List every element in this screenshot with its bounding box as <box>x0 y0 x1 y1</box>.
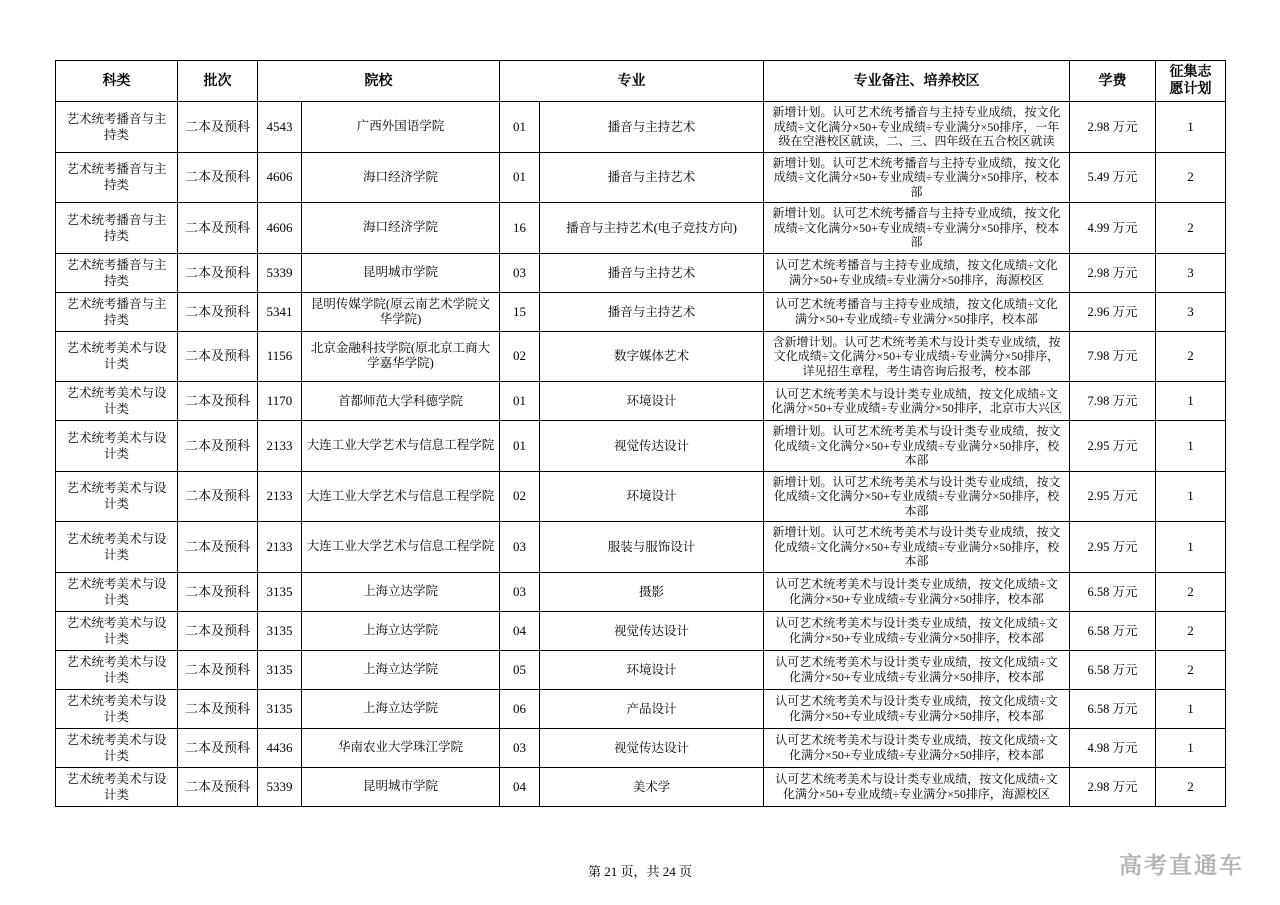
cell-college-code: 3135 <box>258 572 302 611</box>
cell-batch: 二本及预科 <box>178 471 258 522</box>
cell-college-name: 上海立达学院 <box>302 572 500 611</box>
cell-notes: 新增计划。认可艺术统考播音与主持专业成绩，按文化成绩÷文化满分×50+专业成绩÷专业满分×50排序，校本部 <box>764 203 1070 254</box>
cell-plan: 1 <box>1156 471 1226 522</box>
cell-plan: 1 <box>1156 728 1226 767</box>
cell-batch: 二本及预科 <box>178 522 258 573</box>
cell-category: 艺术统考美术与设计类 <box>56 471 178 522</box>
cell-major-code: 03 <box>500 522 540 573</box>
cell-plan: 2 <box>1156 572 1226 611</box>
cell-college-code: 4606 <box>258 203 302 254</box>
cell-college-code: 2133 <box>258 522 302 573</box>
cell-major-code: 02 <box>500 331 540 382</box>
cell-college-name: 昆明城市学院 <box>302 253 500 292</box>
cell-batch: 二本及预科 <box>178 572 258 611</box>
cell-batch: 二本及预科 <box>178 767 258 806</box>
header-tuition: 学费 <box>1070 61 1156 102</box>
table-row <box>56 331 1226 382</box>
cell-major-code: 01 <box>500 152 540 203</box>
cell-college-code: 3135 <box>258 611 302 650</box>
header-plan <box>1156 61 1226 102</box>
cell-tuition: 6.58 万元 <box>1070 689 1156 728</box>
cell-plan: 1 <box>1156 522 1226 573</box>
cell-major-code: 03 <box>500 572 540 611</box>
cell-notes: 新增计划。认可艺术统考播音与主持专业成绩，按文化成绩÷文化满分×50+专业成绩÷专业满分×50排序，校本部 <box>764 152 1070 203</box>
cell-category: 艺术统考美术与设计类 <box>56 611 178 650</box>
cell-notes: 认可艺术统考美术与设计类专业成绩，按文化成绩÷文化满分×50+专业成绩÷专业满分×50排序，海源校区 <box>764 767 1070 806</box>
cell-major-code: 01 <box>500 102 540 153</box>
cell-plan: 2 <box>1156 611 1226 650</box>
cell-plan: 3 <box>1156 253 1226 292</box>
cell-plan: 2 <box>1156 650 1226 689</box>
cell-category: 艺术统考美术与设计类 <box>56 421 178 472</box>
watermark-logo: 高考直通车 <box>1119 852 1244 878</box>
cell-category: 艺术统考美术与设计类 <box>56 689 178 728</box>
cell-batch: 二本及预科 <box>178 689 258 728</box>
cell-college-name: 海口经济学院 <box>302 152 500 203</box>
cell-tuition: 5.49 万元 <box>1070 152 1156 203</box>
cell-category: 艺术统考美术与设计类 <box>56 331 178 382</box>
admissions-table <box>55 60 1226 807</box>
cell-major-name: 播音与主持艺术 <box>540 152 764 203</box>
cell-tuition: 4.98 万元 <box>1070 728 1156 767</box>
cell-major-code: 02 <box>500 471 540 522</box>
cell-plan: 2 <box>1156 331 1226 382</box>
cell-college-name: 首都师范大学科德学院 <box>302 382 500 421</box>
table-row <box>56 102 1226 153</box>
cell-major-code: 03 <box>500 728 540 767</box>
cell-major-code: 15 <box>500 292 540 331</box>
table-row <box>56 152 1226 203</box>
header-batch: 批次 <box>178 61 258 102</box>
cell-college-name: 广西外国语学院 <box>302 102 500 153</box>
cell-notes: 认可艺术统考播音与主持专业成绩，按文化成绩÷文化满分×50+专业成绩÷专业满分×50排序，校本部 <box>764 292 1070 331</box>
cell-notes: 认可艺术统考美术与设计类专业成绩，按文化成绩÷文化满分×50+专业成绩÷专业满分×50排序，校本部 <box>764 650 1070 689</box>
cell-tuition: 2.98 万元 <box>1070 102 1156 153</box>
table-row <box>56 203 1226 254</box>
cell-major-name: 视觉传达设计 <box>540 421 764 472</box>
cell-major-name: 环境设计 <box>540 650 764 689</box>
cell-major-code: 05 <box>500 650 540 689</box>
cell-tuition: 2.95 万元 <box>1070 421 1156 472</box>
cell-category: 艺术统考播音与主持类 <box>56 203 178 254</box>
cell-college-code: 4543 <box>258 102 302 153</box>
cell-major-code: 04 <box>500 767 540 806</box>
cell-college-name: 大连工业大学艺术与信息工程学院 <box>302 471 500 522</box>
cell-category: 艺术统考播音与主持类 <box>56 152 178 203</box>
table-row <box>56 292 1226 331</box>
table-row <box>56 572 1226 611</box>
cell-category: 艺术统考播音与主持类 <box>56 292 178 331</box>
header-category: 科类 <box>56 61 178 102</box>
cell-college-code: 4436 <box>258 728 302 767</box>
table-row <box>56 767 1226 806</box>
cell-college-code: 1170 <box>258 382 302 421</box>
cell-notes: 新增计划。认可艺术统考美术与设计类专业成绩，按文化成绩÷文化满分×50+专业成绩÷专业满分×50排序，校本部 <box>764 421 1070 472</box>
cell-major-code: 16 <box>500 203 540 254</box>
cell-major-name: 视觉传达设计 <box>540 728 764 767</box>
cell-major-name: 播音与主持艺术 <box>540 253 764 292</box>
cell-batch: 二本及预科 <box>178 382 258 421</box>
cell-major-code: 03 <box>500 253 540 292</box>
cell-tuition: 7.98 万元 <box>1070 331 1156 382</box>
cell-college-code: 3135 <box>258 689 302 728</box>
cell-major-name: 数字媒体艺术 <box>540 331 764 382</box>
page-number: 第 21 页，共 24 页 <box>587 864 692 879</box>
cell-batch: 二本及预科 <box>178 331 258 382</box>
cell-major-name: 环境设计 <box>540 471 764 522</box>
cell-notes: 新增计划。认可艺术统考播音与主持专业成绩，按文化成绩÷文化满分×50+专业成绩÷专业满分×50排序，一年级在空港校区就读，二、三、四年级在五合校区就读 <box>764 102 1070 153</box>
table-row <box>56 253 1226 292</box>
cell-notes: 新增计划。认可艺术统考美术与设计类专业成绩，按文化成绩÷文化满分×50+专业成绩÷专业满分×50排序，校本部 <box>764 471 1070 522</box>
cell-college-name: 昆明城市学院 <box>302 767 500 806</box>
cell-major-code: 01 <box>500 382 540 421</box>
cell-tuition: 6.58 万元 <box>1070 572 1156 611</box>
table-row <box>56 650 1226 689</box>
cell-notes: 认可艺术统考美术与设计类专业成绩，按文化成绩÷文化满分×50+专业成绩÷专业满分×50排序，北京市大兴区 <box>764 382 1070 421</box>
cell-college-name: 大连工业大学艺术与信息工程学院 <box>302 421 500 472</box>
cell-major-code: 06 <box>500 689 540 728</box>
cell-notes: 认可艺术统考播音与主持专业成绩，按文化成绩÷文化满分×50+专业成绩÷专业满分×50排序，海源校区 <box>764 253 1070 292</box>
table-row <box>56 728 1226 767</box>
cell-category: 艺术统考播音与主持类 <box>56 102 178 153</box>
cell-notes: 认可艺术统考美术与设计类专业成绩，按文化成绩÷文化满分×50+专业成绩÷专业满分×50排序，校本部 <box>764 572 1070 611</box>
table-row <box>56 522 1226 573</box>
cell-major-name: 服装与服饰设计 <box>540 522 764 573</box>
cell-batch: 二本及预科 <box>178 152 258 203</box>
cell-tuition: 6.58 万元 <box>1070 650 1156 689</box>
cell-major-name: 播音与主持艺术 <box>540 102 764 153</box>
cell-college-code: 5339 <box>258 767 302 806</box>
cell-category: 艺术统考美术与设计类 <box>56 382 178 421</box>
cell-batch: 二本及预科 <box>178 650 258 689</box>
cell-category: 艺术统考美术与设计类 <box>56 650 178 689</box>
cell-tuition: 4.99 万元 <box>1070 203 1156 254</box>
table-row <box>56 611 1226 650</box>
cell-college-code: 5341 <box>258 292 302 331</box>
cell-category: 艺术统考美术与设计类 <box>56 522 178 573</box>
cell-notes: 新增计划。认可艺术统考美术与设计类专业成绩，按文化成绩÷文化满分×50+专业成绩÷专业满分×50排序，校本部 <box>764 522 1070 573</box>
cell-college-code: 2133 <box>258 471 302 522</box>
cell-tuition: 6.58 万元 <box>1070 611 1156 650</box>
cell-batch: 二本及预科 <box>178 421 258 472</box>
cell-major-name: 环境设计 <box>540 382 764 421</box>
cell-major-name: 视觉传达设计 <box>540 611 764 650</box>
cell-plan: 2 <box>1156 203 1226 254</box>
cell-major-code: 04 <box>500 611 540 650</box>
cell-college-name: 北京金融科技学院(原北京工商大学嘉华学院) <box>302 331 500 382</box>
cell-college-code: 2133 <box>258 421 302 472</box>
table-header-row <box>56 61 1226 102</box>
header-notes: 专业备注、培养校区 <box>764 61 1070 102</box>
cell-college-name: 上海立达学院 <box>302 689 500 728</box>
cell-college-name: 华南农业大学珠江学院 <box>302 728 500 767</box>
cell-batch: 二本及预科 <box>178 203 258 254</box>
cell-college-name: 上海立达学院 <box>302 650 500 689</box>
header-major: 专业 <box>500 61 764 102</box>
cell-category: 艺术统考美术与设计类 <box>56 767 178 806</box>
cell-tuition: 2.96 万元 <box>1070 292 1156 331</box>
cell-major-name: 产品设计 <box>540 689 764 728</box>
cell-plan: 2 <box>1156 767 1226 806</box>
cell-notes: 认可艺术统考美术与设计类专业成绩，按文化成绩÷文化满分×50+专业成绩÷专业满分×50排序，校本部 <box>764 728 1070 767</box>
header-plan-label: 征集志愿计划 <box>1169 65 1212 97</box>
cell-tuition: 7.98 万元 <box>1070 382 1156 421</box>
cell-major-code: 01 <box>500 421 540 472</box>
cell-batch: 二本及预科 <box>178 253 258 292</box>
table-row <box>56 471 1226 522</box>
cell-batch: 二本及预科 <box>178 611 258 650</box>
cell-college-code: 3135 <box>258 650 302 689</box>
cell-batch: 二本及预科 <box>178 728 258 767</box>
cell-category: 艺术统考播音与主持类 <box>56 253 178 292</box>
cell-category: 艺术统考美术与设计类 <box>56 728 178 767</box>
cell-major-name: 美术学 <box>540 767 764 806</box>
cell-major-name: 摄影 <box>540 572 764 611</box>
cell-college-code: 5339 <box>258 253 302 292</box>
cell-notes: 含新增计划。认可艺术统考美术与设计类专业成绩，按文化成绩÷文化满分×50+专业成绩÷专业满分×50排序，详见招生章程，考生请咨询后报考，校本部 <box>764 331 1070 382</box>
cell-plan: 1 <box>1156 689 1226 728</box>
cell-college-name: 上海立达学院 <box>302 611 500 650</box>
cell-tuition: 2.98 万元 <box>1070 253 1156 292</box>
cell-batch: 二本及预科 <box>178 292 258 331</box>
cell-college-name: 大连工业大学艺术与信息工程学院 <box>302 522 500 573</box>
cell-college-name: 海口经济学院 <box>302 203 500 254</box>
cell-tuition: 2.98 万元 <box>1070 767 1156 806</box>
cell-tuition: 2.95 万元 <box>1070 522 1156 573</box>
table-row <box>56 689 1226 728</box>
cell-major-name: 播音与主持艺术 <box>540 292 764 331</box>
cell-college-name: 昆明传媒学院(原云南艺术学院文华学院) <box>302 292 500 331</box>
cell-college-code: 1156 <box>258 331 302 382</box>
cell-plan: 1 <box>1156 382 1226 421</box>
cell-plan: 1 <box>1156 102 1226 153</box>
cell-category: 艺术统考美术与设计类 <box>56 572 178 611</box>
cell-plan: 2 <box>1156 152 1226 203</box>
cell-notes: 认可艺术统考美术与设计类专业成绩，按文化成绩÷文化满分×50+专业成绩÷专业满分×50排序，校本部 <box>764 689 1070 728</box>
cell-tuition: 2.95 万元 <box>1070 471 1156 522</box>
cell-plan: 3 <box>1156 292 1226 331</box>
table-row <box>56 421 1226 472</box>
cell-major-name: 播音与主持艺术(电子竞技方向) <box>540 203 764 254</box>
table-row <box>56 382 1226 421</box>
cell-batch: 二本及预科 <box>178 102 258 153</box>
cell-plan: 1 <box>1156 421 1226 472</box>
cell-notes: 认可艺术统考美术与设计类专业成绩，按文化成绩÷文化满分×50+专业成绩÷专业满分×50排序，校本部 <box>764 611 1070 650</box>
cell-college-code: 4606 <box>258 152 302 203</box>
header-college: 院校 <box>258 61 500 102</box>
